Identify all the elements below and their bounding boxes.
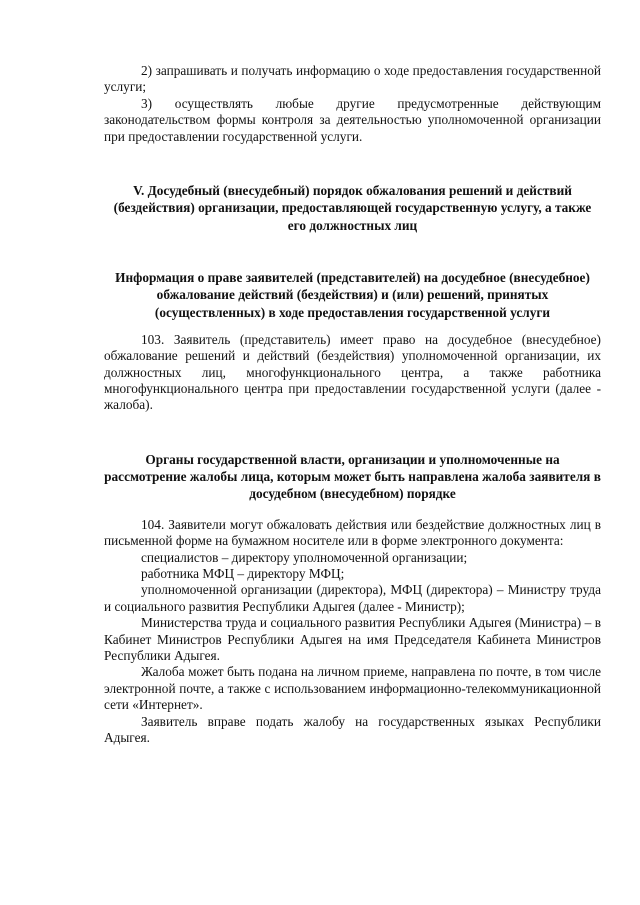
list-item-specialists: специалистов – директору уполномоченной организации;: [141, 549, 468, 565]
section-title: V. Досудебный (внесудебный) порядок обжалования решений и действий (бездействия) организации, предоставляющей государственную услугу, а также его должностных лиц: [113, 183, 592, 233]
list-item-mfc-worker: работника МФЦ – директору МФЦ;: [141, 565, 345, 581]
subheading-appeal-bodies: Органы государственной власти, организации и уполномоченные на рассмотрение жалобы лица, которым может быть направлена жалоба заявителя в досудебном (внесудебном) порядке: [104, 451, 601, 502]
list-item-organization: уполномоченной организации (директора), МФЦ (директора) – Министру труда и социального развития Республики Адыгея (далее - Министр);: [104, 582, 601, 614]
paragraph-item-2: 2) запрашивать и получать информацию о ходе предоставления государственной услуги;: [104, 63, 601, 95]
paragraph-item-3: 3) осуществлять любые другие предусмотренные действующим законодательством формы контроля за деятельностью уполномоченной организации при предоставлении государственной услуги.: [104, 95, 601, 144]
document-page: [104, 63, 601, 746]
subheading-appeal-rights: Информация о праве заявителей (представителей) на досудебное (внесудебное) обжалование действий (бездействия) и (или) решений, принятых (осуществленных) в ходе предоставления государственной услуги: [115, 269, 590, 320]
paragraph-submission-methods: Жалоба может быть подана на личном приеме, направлена по почте, в том числе электронной почте, а также с использованием информационно-телекоммуникационной сети «Интернет».: [104, 664, 601, 713]
list-item-ministry: Министерства труда и социального развития Республики Адыгея (Министра) – в Кабинет Министров Республики Адыгея на имя Председателя Кабинета Министров Республики Адыгея.: [104, 615, 601, 663]
paragraph-104: 104. Заявители могут обжаловать действия или бездействие должностных лиц в письменной форме на бумажном носителе или в форме электронного документа:: [104, 516, 601, 549]
paragraph-languages: Заявитель вправе подать жалобу на государственных языках Республики Адыгея.: [104, 713, 601, 746]
paragraph-103: 103. Заявитель (представитель) имеет право на досудебное (внесудебное) обжалование решений и действий (бездействия) уполномоченной организации, их должностных лиц, многофункционального центра, а также работника многофункционального центра при предоставлении государственной услуги (далее - жалоба).: [104, 331, 601, 413]
